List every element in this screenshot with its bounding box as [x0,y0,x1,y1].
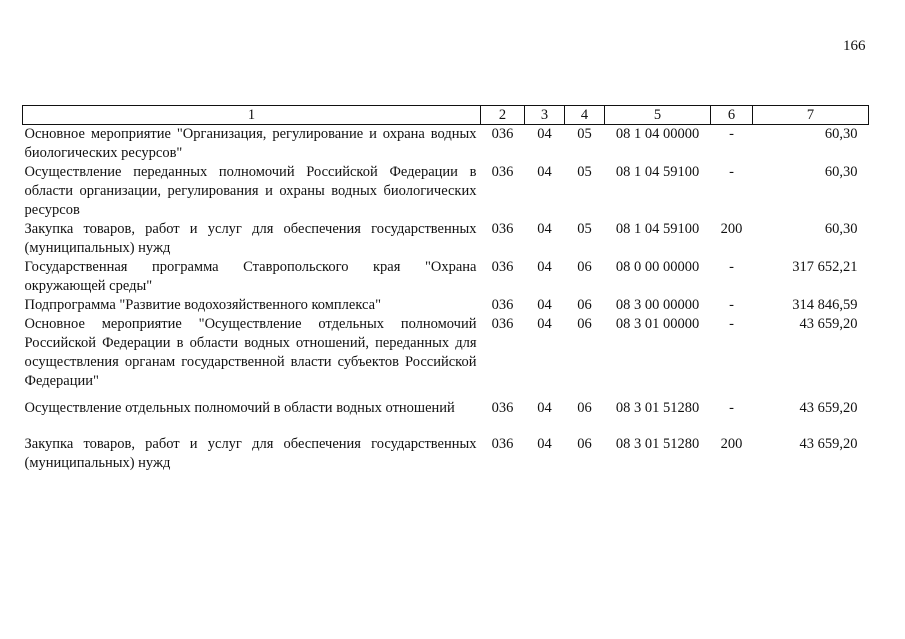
row-gr: 036 [491,316,514,332]
row-amount: 43 659,20 [799,436,858,452]
header-cell-rz: 3 [525,106,565,125]
row-spacer [23,391,869,399]
row-amount: 60,30 [824,126,858,142]
header-cell-pr: 4 [565,106,605,125]
row-rz: 04 [537,316,552,332]
row-vr: - [729,259,734,275]
row-rz: 04 [537,400,552,416]
row-vr: - [729,400,734,416]
table-row [23,163,869,220]
budget-table [22,105,869,473]
header-cell-vr: 6 [711,106,753,125]
row-gr: 036 [491,400,514,416]
row-vr: - [729,164,734,180]
row-pr: 06 [577,259,592,275]
row-amount: 60,30 [824,221,858,237]
row-pr: 06 [577,316,592,332]
row-rz: 04 [537,126,552,142]
table-row [23,315,869,391]
row-pr: 05 [577,164,592,180]
row-name: Государственная программа Ставропольского края "Охрана окружающей среды" [24,259,477,294]
row-amount: 317 652,21 [792,259,858,275]
row-csr: 08 3 01 51280 [615,436,700,452]
row-csr: 08 3 01 51280 [615,400,700,416]
row-csr: 08 3 01 00000 [615,316,700,332]
table-body [23,125,869,474]
row-csr: 08 1 04 00000 [615,126,700,142]
table-row [23,435,869,473]
table-row [23,258,869,296]
row-name: Закупка товаров, работ и услуг для обеспечения государственных (муниципальных) нужд [24,221,477,256]
row-name: Основное мероприятие "Осуществление отдельных полномочий Российской Федерации в области водных отношений, переданных для осуществления органам государственной власти субъектов Российской Федерации" [24,316,477,389]
table-row [23,125,869,164]
row-pr: 05 [577,221,592,237]
row-amount: 43 659,20 [799,316,858,332]
row-csr: 08 1 04 59100 [615,164,700,180]
row-pr: 06 [577,400,592,416]
row-vr: 200 [720,221,743,237]
table-row [23,220,869,258]
row-rz: 04 [537,259,552,275]
row-gr: 036 [491,297,514,313]
row-gr: 036 [491,221,514,237]
row-vr: - [729,316,734,332]
page-number: 166 [843,38,866,54]
row-vr: - [729,126,734,142]
table-row [23,399,869,418]
row-rz: 04 [537,164,552,180]
row-gr: 036 [491,126,514,142]
header-cell-csr: 5 [605,106,711,125]
header-row [23,106,869,125]
row-amount: 43 659,20 [799,400,858,416]
row-name: Осуществление отдельных полномочий в области водных отношений [24,400,455,416]
row-gr: 036 [491,259,514,275]
row-csr: 08 3 00 00000 [615,297,700,313]
row-rz: 04 [537,297,552,313]
row-vr: - [729,297,734,313]
row-csr: 08 0 00 00000 [615,259,700,275]
row-vr: 200 [720,436,743,452]
row-spacer [23,418,869,435]
row-name: Подпрограмма "Развитие водохозяйственного комплекса" [24,297,381,313]
row-pr: 05 [577,126,592,142]
row-name: Основное мероприятие "Организация, регулирование и охрана водных биологических ресурсов" [24,126,477,161]
row-pr: 06 [577,436,592,452]
row-amount: 60,30 [824,164,858,180]
row-name: Осуществление переданных полномочий Российской Федерации в области организации, регулирования и охраны водных биологических ресурсов [24,164,477,218]
header-cell-gr: 2 [481,106,525,125]
row-amount: 314 846,59 [792,297,858,313]
row-csr: 08 1 04 59100 [615,221,700,237]
row-name: Закупка товаров, работ и услуг для обеспечения государственных (муниципальных) нужд [24,436,477,471]
table-header [23,106,869,125]
row-rz: 04 [537,221,552,237]
table-row [23,296,869,315]
row-gr: 036 [491,436,514,452]
header-cell-amount: 7 [753,106,869,125]
row-gr: 036 [491,164,514,180]
header-cell-name: 1 [23,106,481,125]
row-pr: 06 [577,297,592,313]
row-rz: 04 [537,436,552,452]
